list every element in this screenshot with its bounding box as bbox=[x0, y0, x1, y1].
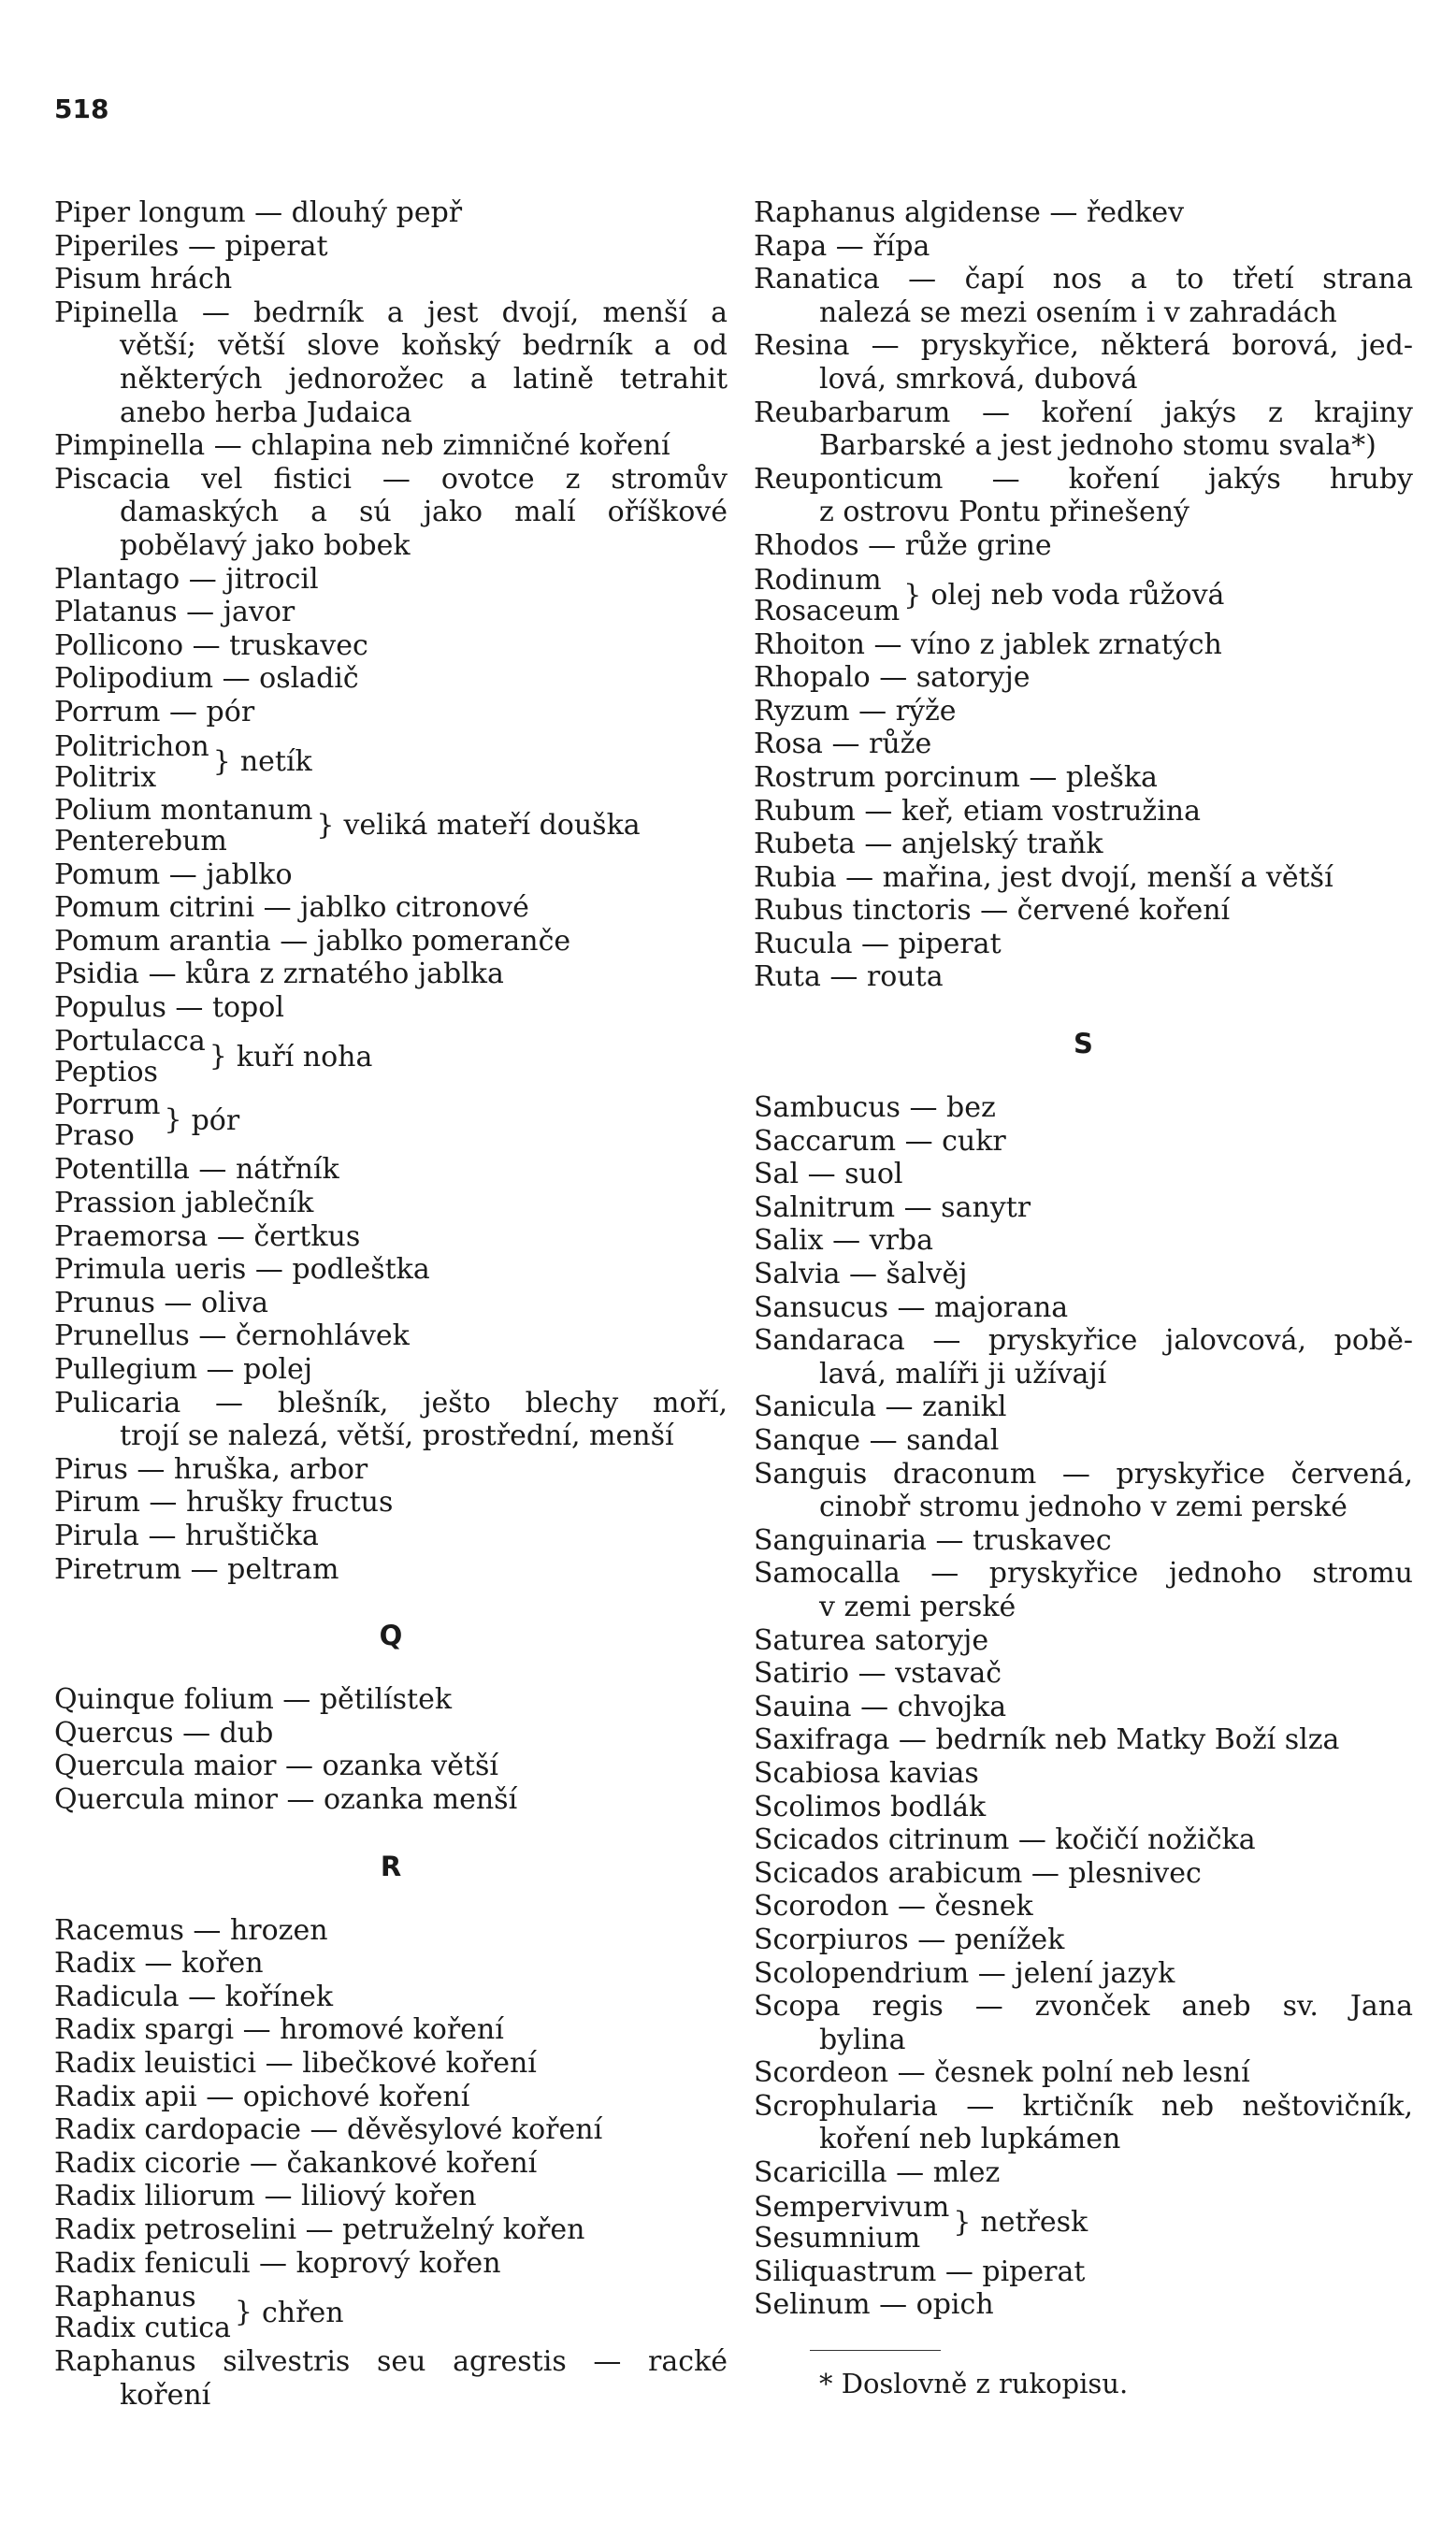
entry-line: Raphanus silvestris seu agrestis — racké bbox=[54, 2345, 728, 2379]
entry-line: Scorpiuros — penížek bbox=[754, 1923, 1065, 1956]
entry-line: Scordeon — česnek polní neb lesní bbox=[754, 2056, 1250, 2090]
entry-line: Scolimos bodlák bbox=[754, 1790, 987, 1823]
glossary-entry bbox=[754, 960, 1413, 994]
latin-term: Rosaceum bbox=[754, 594, 901, 627]
glossary-entry bbox=[54, 1319, 728, 1353]
entry-line: Rostrum porcinum — pleška bbox=[754, 760, 1158, 794]
entry-line: Primula ueris — podleštka bbox=[54, 1253, 430, 1287]
translation: veliká mateří douška bbox=[343, 809, 641, 842]
glossary-entry bbox=[754, 2156, 1413, 2190]
glossary-entry bbox=[54, 429, 728, 463]
glossary-entry bbox=[754, 263, 1413, 329]
latin-term: Raphanus bbox=[54, 2281, 196, 2314]
glossary-entry bbox=[754, 2255, 1413, 2289]
glossary-entry bbox=[54, 1187, 728, 1220]
entry-line: Rubeta — anjelský traňk bbox=[754, 828, 1103, 861]
bracketed-entry bbox=[54, 2282, 728, 2343]
entry-line: Radix leuistici — libečkové koření bbox=[54, 2046, 537, 2080]
glossary-entry bbox=[54, 2345, 728, 2412]
entry-continuation: některých jednorožec a latině tetrahit bbox=[120, 362, 728, 396]
glossary-entry bbox=[754, 1291, 1413, 1325]
glossary-entry bbox=[54, 991, 728, 1025]
entry-continuation: Barbarské a jest jednoho stomu svala*) bbox=[819, 429, 1377, 463]
entry-continuation: z ostrovu Pontu přinešený bbox=[819, 496, 1189, 529]
glossary-entry bbox=[754, 1723, 1413, 1757]
brace: } bbox=[953, 2205, 972, 2239]
entry-continuation: lová, smrková, dubová bbox=[819, 362, 1138, 396]
translation: netík bbox=[239, 745, 312, 778]
translation: olej neb voda růžová bbox=[930, 579, 1225, 612]
entry-line: Radix apii — opichové koření bbox=[54, 2080, 470, 2113]
translation: netřesk bbox=[980, 2206, 1088, 2240]
entry-line: Sanguis draconum — pryskyřice červená, bbox=[754, 1457, 1413, 1491]
entry-line: Potentilla — nátřník bbox=[54, 1153, 339, 1187]
entry-line: Populus — topol bbox=[54, 990, 284, 1024]
glossary-entry bbox=[54, 463, 728, 563]
entry-line: Radix cicorie — čakankové koření bbox=[54, 2146, 538, 2180]
glossary-entry bbox=[54, 629, 728, 663]
entry-line: Saturea satoryje bbox=[754, 1623, 989, 1657]
entry-line: Siliquastrum — piperat bbox=[754, 2255, 1086, 2288]
entry-line: Radix liliorum — liliový kořen bbox=[54, 2180, 477, 2213]
entry-line: Scicados citrinum — kočičí nožička bbox=[754, 1823, 1256, 1857]
section-letter: S bbox=[1074, 1028, 1093, 1060]
entry-line: Reuponticum — koření jakýs hruby bbox=[754, 462, 1413, 496]
brace: } bbox=[903, 578, 922, 612]
entry-line: Salvia — šalvěj bbox=[754, 1258, 968, 1291]
glossary-entry bbox=[754, 1691, 1413, 1724]
entry-line: Polipodium — osladič bbox=[54, 662, 359, 696]
entry-line: Prunus — oliva bbox=[54, 1286, 269, 1319]
entry-continuation: pobělavý jako bobek bbox=[120, 528, 411, 562]
glossary-entry bbox=[754, 1924, 1413, 1957]
entry-line: Ryzum — rýže bbox=[754, 694, 957, 728]
entry-continuation: koření bbox=[120, 2378, 211, 2412]
glossary-entry bbox=[754, 1091, 1413, 1125]
glossary-entry bbox=[54, 2247, 728, 2281]
entry-line: Radix petroselini — petruželný kořen bbox=[54, 2212, 585, 2246]
entry-line: Selinum — opich bbox=[754, 2288, 994, 2322]
entry-line: Scicados arabicum — plesnivec bbox=[754, 1856, 1202, 1890]
glossary-entry bbox=[754, 196, 1413, 230]
entry-line: Scorodon — česnek bbox=[754, 1890, 1033, 1924]
glossary-entry bbox=[54, 696, 728, 729]
glossary-entry bbox=[754, 529, 1413, 563]
glossary-entry bbox=[54, 296, 728, 429]
glossary-entry bbox=[754, 1424, 1413, 1458]
entry-line: Prassion jablečník bbox=[54, 1187, 314, 1220]
glossary-entry bbox=[54, 2213, 728, 2247]
glossary-entry bbox=[754, 230, 1413, 264]
bracketed-entry bbox=[54, 1026, 728, 1088]
bracketed-terms bbox=[54, 1026, 206, 1088]
latin-term: Politrichon bbox=[54, 729, 209, 763]
entry-line: Platanus — javor bbox=[54, 596, 296, 629]
glossary-entry bbox=[54, 958, 728, 991]
glossary-entry bbox=[754, 894, 1413, 928]
entry-line: Radix — kořen bbox=[54, 1947, 264, 1981]
entry-line: Piperiles — piperat bbox=[54, 229, 328, 263]
glossary-entry bbox=[54, 1353, 728, 1387]
glossary-entry bbox=[54, 1981, 728, 2014]
brace: } bbox=[164, 1103, 182, 1137]
entry-line: Racemus — hrozen bbox=[54, 1913, 328, 1947]
entry-line: Pirula — hruštička bbox=[54, 1520, 319, 1552]
entry-line: Radicula — kořínek bbox=[54, 1980, 334, 2013]
entry-line: Pisum hrách bbox=[54, 263, 233, 296]
glossary-entry bbox=[754, 1557, 1413, 1623]
entry-line: Porrum — pór bbox=[54, 695, 255, 728]
glossary-entry bbox=[54, 1153, 728, 1187]
latin-term: Penterebum bbox=[54, 824, 227, 857]
glossary-entry bbox=[54, 1947, 728, 1981]
glossary-entry bbox=[54, 2113, 728, 2147]
entry-line: Samocalla — pryskyřice jednoho stromu bbox=[754, 1557, 1413, 1591]
entry-line: Pomum — jablko bbox=[54, 857, 293, 891]
glossary-entry bbox=[754, 1224, 1413, 1258]
glossary-entry bbox=[54, 2147, 728, 2181]
glossary-entry bbox=[754, 329, 1413, 396]
latin-term: Porrum bbox=[54, 1088, 161, 1122]
entry-line: Pomum arantia — jablko pomeranče bbox=[54, 924, 571, 958]
entry-line: Sanque — sandal bbox=[754, 1424, 1000, 1457]
footnote: * Doslovně z rukopisu. bbox=[819, 2367, 1129, 2399]
brace: } bbox=[209, 1040, 227, 1073]
entry-line: Resina — pryskyřice, některá borová, jed- bbox=[754, 329, 1413, 363]
entry-line: Radix feniculi — koprový kořen bbox=[54, 2246, 501, 2280]
entry-line: Pimpinella — chlapina neb zimničné koření bbox=[54, 429, 670, 463]
entry-continuation: trojí se nalezá, větší, prostřední, menší bbox=[120, 1419, 674, 1453]
entry-line: Sansucus — majorana bbox=[754, 1290, 1069, 1324]
entry-line: Sanicula — zanikl bbox=[754, 1390, 1007, 1424]
entry-line: Quercula maior — ozanka větší bbox=[54, 1750, 498, 1783]
glossary-entry bbox=[54, 1453, 728, 1487]
glossary-entry bbox=[54, 1220, 728, 1254]
glossary-entry bbox=[54, 2081, 728, 2114]
glossary-entry bbox=[54, 925, 728, 958]
entry-line: Rosa — růže bbox=[754, 728, 932, 761]
entry-line: Scopa regis — zvonček aneb sv. Jana bbox=[754, 1990, 1413, 2024]
bracketed-entry bbox=[754, 2192, 1413, 2254]
glossary-entry bbox=[54, 1253, 728, 1287]
glossary-entry bbox=[54, 1287, 728, 1320]
entry-line: Saxifraga — bedrník neb Matky Boží slza bbox=[754, 1723, 1340, 1757]
glossary-entry bbox=[54, 230, 728, 264]
glossary-entry bbox=[54, 1486, 728, 1520]
entry-line: Rhodos — růže grine bbox=[754, 528, 1052, 562]
entry-line: Sandaraca — pryskyřice jalovcová, pobě- bbox=[754, 1324, 1413, 1358]
bracketed-terms bbox=[54, 731, 209, 793]
entry-line: Rubia — mařina, jest dvojí, menší a větší bbox=[754, 860, 1333, 894]
entry-line: Praemorsa — čertkus bbox=[54, 1219, 361, 1253]
entry-continuation: bylina bbox=[819, 2023, 906, 2056]
entry-continuation: koření neb lupkámen bbox=[819, 2123, 1121, 2156]
glossary-entry bbox=[754, 1458, 1413, 1524]
entry-line: Scrophularia — krtičník neb neštovičník, bbox=[754, 2089, 1413, 2123]
bracketed-entry bbox=[54, 1089, 728, 1151]
entry-line: Quercus — dub bbox=[54, 1716, 274, 1750]
entry-line: Sanguinaria — truskavec bbox=[754, 1523, 1112, 1557]
glossary-entry bbox=[54, 563, 728, 597]
entry-line: Satirio — vstavač bbox=[754, 1657, 1002, 1691]
bracketed-entry bbox=[54, 731, 728, 793]
entry-line: Piretrum — peltram bbox=[54, 1552, 339, 1586]
entry-line: Rhoiton — víno z jablek zrnatých bbox=[754, 627, 1222, 661]
glossary-entry bbox=[754, 1624, 1413, 1658]
entry-continuation: anebo herba Judaica bbox=[120, 396, 412, 429]
entry-line: Rucula — piperat bbox=[754, 927, 1002, 960]
latin-term: Praso bbox=[54, 1119, 135, 1153]
glossary-entry bbox=[754, 2090, 1413, 2156]
glossary-entry bbox=[754, 861, 1413, 895]
entry-line: Quercula minor — ozanka menší bbox=[54, 1782, 518, 1816]
latin-term: Sesumnium bbox=[754, 2221, 921, 2255]
glossary-entry bbox=[754, 1857, 1413, 1891]
bracketed-terms bbox=[54, 1089, 160, 1151]
latin-term: Radix cutica bbox=[54, 2312, 231, 2345]
latin-term: Rodinum bbox=[754, 563, 882, 597]
latin-term: Polium montanum bbox=[54, 793, 313, 827]
glossary-entry bbox=[754, 928, 1413, 961]
bracketed-terms bbox=[54, 795, 312, 857]
glossary-entry bbox=[754, 1957, 1413, 1991]
entry-continuation: cinobř stromu jednoho v zemi perské bbox=[819, 1491, 1348, 1524]
entry-line: Ruta — routa bbox=[754, 960, 944, 994]
latin-term: Politrix bbox=[54, 760, 157, 794]
section-letter: Q bbox=[379, 1620, 403, 1652]
glossary-entry bbox=[54, 1914, 728, 1948]
glossary-entry bbox=[754, 396, 1413, 463]
entry-line: Sambucus — bez bbox=[754, 1091, 996, 1125]
entry-line: Pullegium — polej bbox=[54, 1353, 313, 1387]
glossary-entry bbox=[754, 463, 1413, 529]
glossary-entry bbox=[754, 828, 1413, 861]
brace: } bbox=[234, 2296, 252, 2329]
glossary-entry bbox=[754, 1791, 1413, 1824]
glossary-entry bbox=[754, 1324, 1413, 1390]
translation: chřen bbox=[261, 2296, 344, 2329]
left-column bbox=[54, 196, 728, 2412]
glossary-entry bbox=[754, 1258, 1413, 1291]
entry-continuation: nalezá se mezi osením i v zahradách bbox=[819, 295, 1337, 329]
entry-line: Quinque folium — pětilístek bbox=[54, 1683, 453, 1717]
glossary-entry bbox=[754, 695, 1413, 728]
entry-line: Scabiosa kavias bbox=[754, 1756, 979, 1790]
entry-line: Reubarbarum — koření jakýs z krajiny bbox=[754, 396, 1413, 429]
glossary-entry bbox=[54, 858, 728, 892]
entry-line: Salnitrum — sanytr bbox=[754, 1190, 1031, 1224]
latin-term: Portulacca bbox=[54, 1025, 206, 1059]
glossary-entry bbox=[754, 795, 1413, 829]
entry-line: Rubum — keř, etiam vostružina bbox=[754, 794, 1202, 828]
footnote-rule bbox=[810, 2350, 941, 2351]
entry-line: Pipinella — bedrník a jest dvojí, menší a bbox=[54, 295, 728, 329]
entry-continuation: větší; větší slove koňský bedrník a od bbox=[120, 329, 728, 363]
entry-line: Piper longum — dlouhý pepř bbox=[54, 196, 463, 229]
entry-line: Piscacia vel fistici — ovotce z stromův bbox=[54, 462, 728, 496]
glossary-entry bbox=[54, 1717, 728, 1751]
glossary-entry bbox=[754, 628, 1413, 662]
bracketed-terms bbox=[754, 565, 900, 627]
page-number: 518 bbox=[54, 94, 109, 124]
latin-term: Peptios bbox=[54, 1056, 158, 1089]
glossary-entry bbox=[754, 1823, 1413, 1857]
entry-line: Saccarum — cukr bbox=[754, 1124, 1006, 1158]
entry-line: Ranatica — čapí nos a to třetí strana bbox=[754, 263, 1413, 296]
entry-line: Rhopalo — satoryje bbox=[754, 661, 1031, 695]
glossary-entry bbox=[754, 1390, 1413, 1424]
bracketed-terms bbox=[54, 2282, 231, 2343]
entry-line: Plantago — jitrocil bbox=[54, 562, 319, 596]
glossary-entry bbox=[754, 761, 1413, 795]
entry-line: Scaricilla — mlez bbox=[754, 2156, 1001, 2190]
entry-line: Salix — vrba bbox=[754, 1224, 933, 1258]
entry-line: Raphanus algidense — ředkev bbox=[754, 196, 1185, 229]
glossary-entry bbox=[54, 263, 728, 296]
glossary-entry bbox=[54, 1783, 728, 1817]
brace: } bbox=[212, 744, 231, 778]
glossary-entry bbox=[54, 2180, 728, 2213]
entry-line: Radix cardopacie — děvěsylové koření bbox=[54, 2113, 603, 2147]
section-letter: R bbox=[380, 1850, 402, 1882]
glossary-entry bbox=[54, 1387, 728, 1453]
glossary-entry bbox=[54, 196, 728, 230]
entry-line: Sal — suol bbox=[754, 1158, 903, 1191]
glossary-entry bbox=[54, 2013, 728, 2047]
glossary-entry bbox=[754, 2288, 1413, 2322]
glossary-entry bbox=[754, 728, 1413, 761]
entry-line: Pomum citrini — jablko citronové bbox=[54, 891, 529, 925]
entry-continuation: lavá, malíři ji užívají bbox=[819, 1357, 1107, 1390]
entry-line: Pirum — hrušky fructus bbox=[54, 1486, 394, 1520]
entry-line: Scolopendrium — jelení jazyk bbox=[754, 1956, 1175, 1990]
bracketed-entry bbox=[54, 795, 728, 857]
latin-term: Sempervivum bbox=[754, 2190, 950, 2224]
brace: } bbox=[316, 808, 335, 842]
glossary-entry bbox=[754, 661, 1413, 695]
glossary-entry bbox=[754, 1524, 1413, 1558]
bracketed-terms bbox=[754, 2192, 949, 2254]
bracketed-entry bbox=[754, 565, 1413, 627]
glossary-entry bbox=[754, 1657, 1413, 1691]
glossary-entry bbox=[754, 1191, 1413, 1225]
glossary-entry bbox=[54, 596, 728, 629]
translation: pór bbox=[191, 1103, 240, 1137]
right-column bbox=[754, 196, 1413, 2399]
glossary-entry bbox=[754, 1890, 1413, 1924]
entry-line: Pollicono — truskavec bbox=[54, 628, 368, 662]
glossary-entry bbox=[54, 2047, 728, 2081]
entry-line: Pulicaria — blešník, ješto blechy moří, bbox=[54, 1386, 728, 1419]
glossary-entry bbox=[54, 1683, 728, 1717]
glossary-entry bbox=[754, 1158, 1413, 1191]
glossary-entry bbox=[754, 1757, 1413, 1791]
translation: kuří noha bbox=[236, 1040, 373, 1073]
glossary-entry bbox=[54, 1750, 728, 1783]
entry-continuation: v zemi perské bbox=[819, 1590, 1016, 1623]
entry-line: Radix spargi — hromové koření bbox=[54, 2013, 504, 2047]
glossary-entry bbox=[54, 1520, 728, 1553]
entry-line: Rapa — řípa bbox=[754, 229, 930, 263]
glossary-entry bbox=[754, 2056, 1413, 2090]
glossary-entry bbox=[54, 891, 728, 925]
glossary-entry bbox=[54, 662, 728, 696]
entry-line: Psidia — kůra z zrnatého jablka bbox=[54, 958, 504, 991]
glossary-entry bbox=[54, 1553, 728, 1587]
glossary-entry bbox=[754, 1990, 1413, 2056]
entry-line: Pirus — hruška, arbor bbox=[54, 1452, 368, 1486]
entry-line: Rubus tinctoris — červené koření bbox=[754, 894, 1231, 928]
glossary-entry bbox=[754, 1125, 1413, 1159]
entry-line: Sauina — chvojka bbox=[754, 1690, 1007, 1723]
entry-continuation: damaských a sú jako malí oříškové bbox=[120, 496, 728, 529]
entry-line: Prunellus — černohlávek bbox=[54, 1319, 410, 1353]
